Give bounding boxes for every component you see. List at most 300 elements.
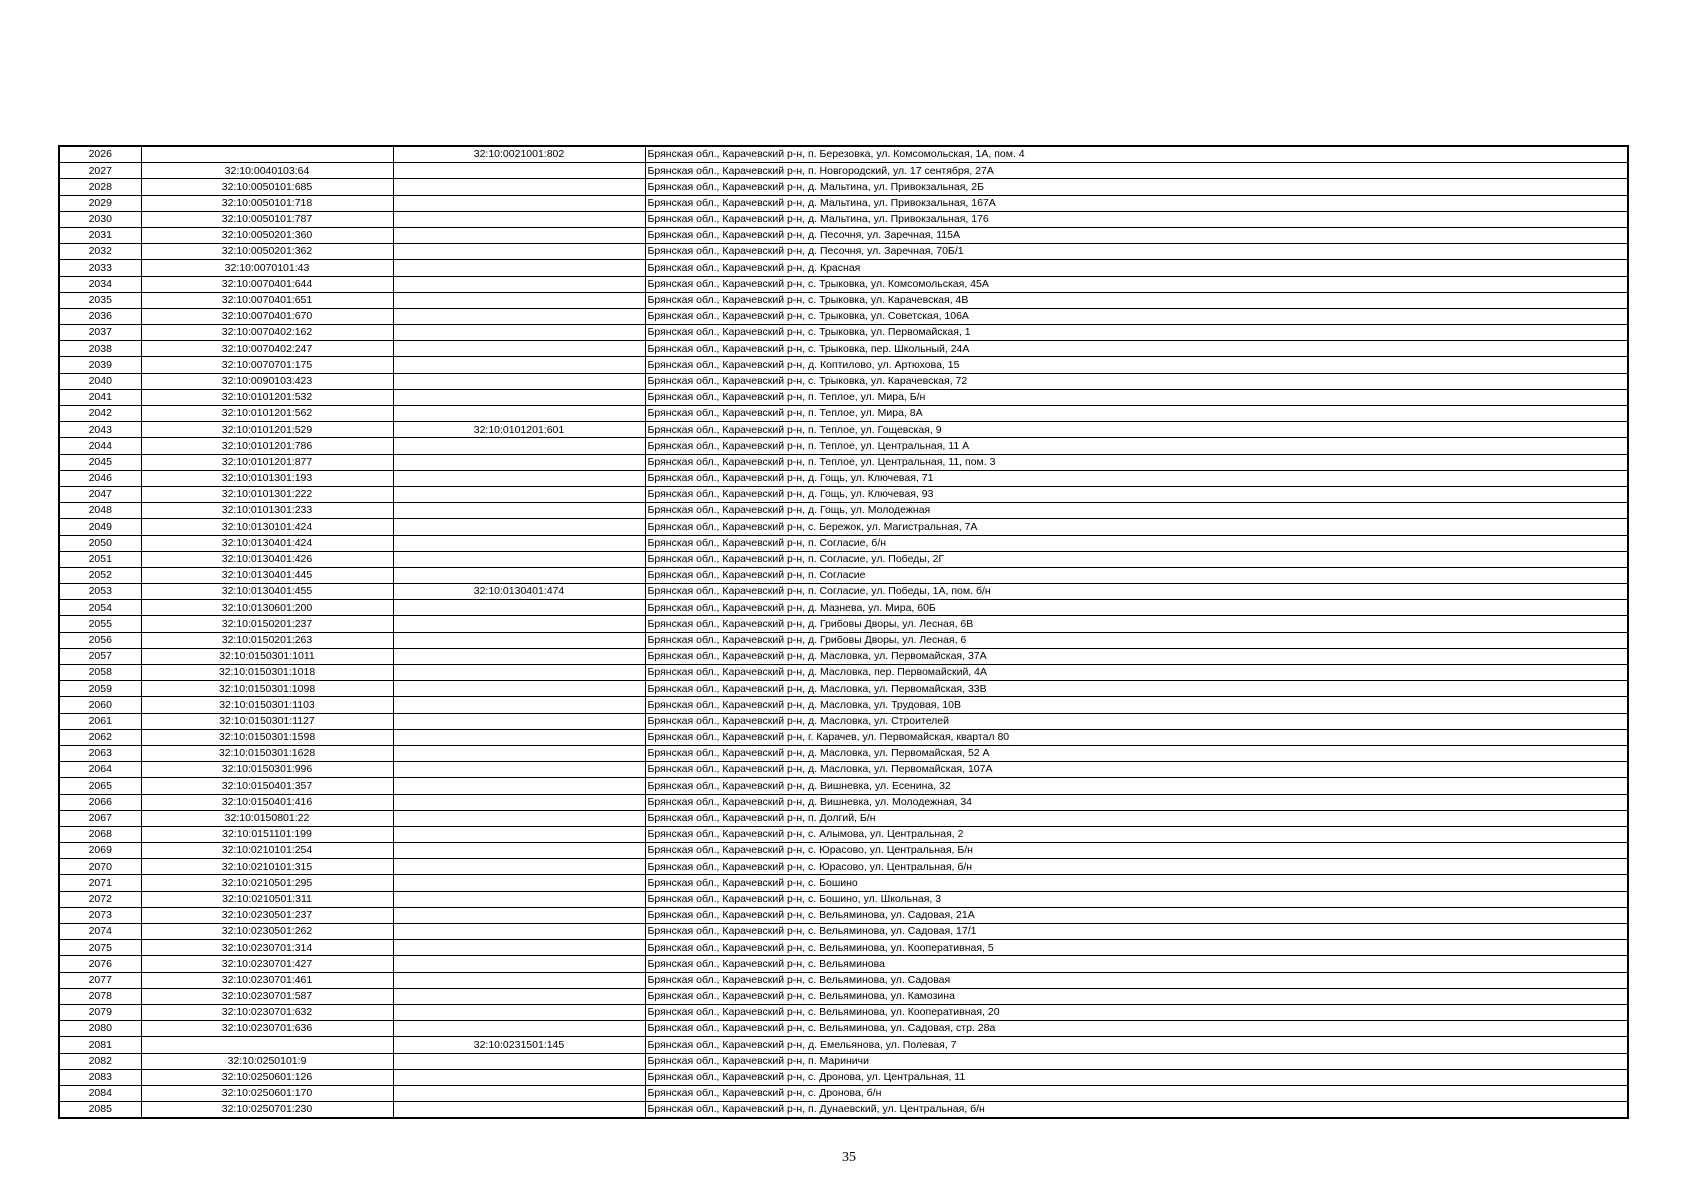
table-row <box>59 826 1628 842</box>
address-cell: Брянская обл., Карачевский р-н, п. Теплое, ул. Мира, Б/н <box>645 389 1628 405</box>
row-number-cell: 2029 <box>59 195 141 211</box>
row-number-cell: 2081 <box>59 1037 141 1053</box>
row-number-cell: 2044 <box>59 438 141 454</box>
table-row <box>59 357 1628 373</box>
cadastral-number-cell: 32:10:0150301:1127 <box>141 713 393 729</box>
row-number-cell: 2053 <box>59 584 141 600</box>
secondary-cadastral-number-cell <box>393 665 645 681</box>
cadastral-number-cell: 32:10:0230701:461 <box>141 972 393 988</box>
secondary-cadastral-number-cell <box>393 1069 645 1085</box>
row-number-cell: 2032 <box>59 244 141 260</box>
cadastral-number-cell: 32:10:0151101:199 <box>141 826 393 842</box>
row-number-cell: 2057 <box>59 648 141 664</box>
row-number-cell: 2031 <box>59 227 141 243</box>
address-cell: Брянская обл., Карачевский р-н, п. Согласие, ул. Победы, 1А, пом. б/н <box>645 584 1628 600</box>
registry-table-body <box>59 146 1628 1118</box>
table-row <box>59 697 1628 713</box>
table-row <box>59 681 1628 697</box>
secondary-cadastral-number-cell <box>393 875 645 891</box>
secondary-cadastral-number-cell <box>393 745 645 761</box>
row-number-cell: 2060 <box>59 697 141 713</box>
secondary-cadastral-number-cell <box>393 211 645 227</box>
cadastral-number-cell: 32:10:0070402:162 <box>141 325 393 341</box>
address-cell: Брянская обл., Карачевский р-н, д. Масловка, ул. Первомайская, 37А <box>645 648 1628 664</box>
cadastral-number-cell: 32:10:0130401:424 <box>141 535 393 551</box>
address-cell: Брянская обл., Карачевский р-н, с. Вельяминова, ул. Камозина <box>645 988 1628 1004</box>
address-cell: Брянская обл., Карачевский р-н, д. Грибовы Дворы, ул. Лесная, 6 <box>645 632 1628 648</box>
cadastral-number-cell: 32:10:0050101:787 <box>141 211 393 227</box>
cadastral-number-cell: 32:10:0150301:996 <box>141 762 393 778</box>
address-cell: Брянская обл., Карачевский р-н, с. Дронова, б/н <box>645 1085 1628 1101</box>
row-number-cell: 2038 <box>59 341 141 357</box>
row-number-cell: 2049 <box>59 519 141 535</box>
row-number-cell: 2083 <box>59 1069 141 1085</box>
table-row <box>59 422 1628 438</box>
cadastral-number-cell: 32:10:0101301:193 <box>141 470 393 486</box>
row-number-cell: 2073 <box>59 907 141 923</box>
cadastral-number-cell: 32:10:0230701:587 <box>141 988 393 1004</box>
address-cell: Брянская обл., Карачевский р-н, с. Вельяминова <box>645 956 1628 972</box>
cadastral-number-cell: 32:10:0150201:237 <box>141 616 393 632</box>
table-row <box>59 146 1628 163</box>
secondary-cadastral-number-cell <box>393 988 645 1004</box>
cadastral-number-cell: 32:10:0150301:1098 <box>141 681 393 697</box>
secondary-cadastral-number-cell <box>393 956 645 972</box>
secondary-cadastral-number-cell <box>393 616 645 632</box>
row-number-cell: 2071 <box>59 875 141 891</box>
table-row <box>59 470 1628 486</box>
row-number-cell: 2030 <box>59 211 141 227</box>
cadastral-number-cell: 32:10:0250601:170 <box>141 1085 393 1101</box>
row-number-cell: 2072 <box>59 891 141 907</box>
address-cell: Брянская обл., Карачевский р-н, с. Вельяминова, ул. Кооперативная, 5 <box>645 940 1628 956</box>
row-number-cell: 2043 <box>59 422 141 438</box>
secondary-cadastral-number-cell <box>393 600 645 616</box>
secondary-cadastral-number-cell <box>393 373 645 389</box>
cadastral-number-cell: 32:10:0150301:1011 <box>141 648 393 664</box>
row-number-cell: 2069 <box>59 843 141 859</box>
address-cell: Брянская обл., Карачевский р-н, с. Трыковка, ул. Советская, 106А <box>645 308 1628 324</box>
cadastral-number-cell: 32:10:0101201:529 <box>141 422 393 438</box>
secondary-cadastral-number-cell <box>393 325 645 341</box>
secondary-cadastral-number-cell <box>393 843 645 859</box>
cadastral-number-cell: 32:10:0070401:651 <box>141 292 393 308</box>
row-number-cell: 2077 <box>59 972 141 988</box>
address-cell: Брянская обл., Карачевский р-н, п. Дунаевский, ул. Центральная, б/н <box>645 1102 1628 1119</box>
row-number-cell: 2041 <box>59 389 141 405</box>
cadastral-number-cell: 32:10:0230501:262 <box>141 924 393 940</box>
row-number-cell: 2059 <box>59 681 141 697</box>
address-cell: Брянская обл., Карачевский р-н, д. Грибовы Дворы, ул. Лесная, 6В <box>645 616 1628 632</box>
address-cell: Брянская обл., Карачевский р-н, с. Бошино <box>645 875 1628 891</box>
page-number: 35 <box>842 1150 856 1165</box>
secondary-cadastral-number-cell <box>393 940 645 956</box>
cadastral-number-cell: 32:10:0210101:315 <box>141 859 393 875</box>
address-cell: Брянская обл., Карачевский р-н, с. Трыковка, ул. Первомайская, 1 <box>645 325 1628 341</box>
address-cell: Брянская обл., Карачевский р-н, п. Долгий, Б/н <box>645 810 1628 826</box>
table-row <box>59 406 1628 422</box>
row-number-cell: 2074 <box>59 924 141 940</box>
address-cell: Брянская обл., Карачевский р-н, д. Вишневка, ул. Есенина, 32 <box>645 778 1628 794</box>
secondary-cadastral-number-cell <box>393 907 645 923</box>
cadastral-number-cell: 32:10:0101301:222 <box>141 486 393 502</box>
table-row <box>59 438 1628 454</box>
table-row <box>59 648 1628 664</box>
table-row <box>59 745 1628 761</box>
table-row <box>59 276 1628 292</box>
secondary-cadastral-number-cell <box>393 260 645 276</box>
secondary-cadastral-number-cell <box>393 794 645 810</box>
cadastral-number-cell: 32:10:0210501:295 <box>141 875 393 891</box>
row-number-cell: 2076 <box>59 956 141 972</box>
table-row <box>59 600 1628 616</box>
address-cell: Брянская обл., Карачевский р-н, с. Трыковка, пер. Школьный, 24А <box>645 341 1628 357</box>
cadastral-number-cell: 32:10:0210501:311 <box>141 891 393 907</box>
cadastral-number-cell: 32:10:0210101:254 <box>141 843 393 859</box>
cadastral-number-cell: 32:10:0050201:362 <box>141 244 393 260</box>
row-number-cell: 2079 <box>59 1004 141 1020</box>
row-number-cell: 2067 <box>59 810 141 826</box>
address-cell: Брянская обл., Карачевский р-н, д. Песочня, ул. Заречная, 70Б/1 <box>645 244 1628 260</box>
address-cell: Брянская обл., Карачевский р-н, п. Теплое, ул. Центральная, 11, пом. 3 <box>645 454 1628 470</box>
secondary-cadastral-number-cell <box>393 810 645 826</box>
row-number-cell: 2046 <box>59 470 141 486</box>
row-number-cell: 2047 <box>59 486 141 502</box>
secondary-cadastral-number-cell <box>393 227 645 243</box>
table-row <box>59 1021 1628 1037</box>
table-row <box>59 972 1628 988</box>
secondary-cadastral-number-cell <box>393 1021 645 1037</box>
secondary-cadastral-number-cell <box>393 681 645 697</box>
cadastral-number-cell: 32:10:0101301:233 <box>141 503 393 519</box>
table-row <box>59 988 1628 1004</box>
secondary-cadastral-number-cell <box>393 1085 645 1101</box>
table-row <box>59 227 1628 243</box>
address-cell: Брянская обл., Карачевский р-н, с. Трыковка, ул. Карачевская, 72 <box>645 373 1628 389</box>
table-row <box>59 616 1628 632</box>
cadastral-number-cell: 32:10:0070101:43 <box>141 260 393 276</box>
cadastral-number-cell: 32:10:0150301:1628 <box>141 745 393 761</box>
cadastral-number-cell: 32:10:0130401:426 <box>141 551 393 567</box>
table-row <box>59 665 1628 681</box>
row-number-cell: 2039 <box>59 357 141 373</box>
secondary-cadastral-number-cell <box>393 729 645 745</box>
secondary-cadastral-number-cell <box>393 972 645 988</box>
cadastral-number-cell: 32:10:0070401:644 <box>141 276 393 292</box>
address-cell: Брянская обл., Карачевский р-н, с. Бережок, ул. Магистральная, 7А <box>645 519 1628 535</box>
address-cell: Брянская обл., Карачевский р-н, п. Теплое, ул. Мира, 8А <box>645 406 1628 422</box>
cadastral-number-cell: 32:10:0101201:532 <box>141 389 393 405</box>
cadastral-number-cell: 32:10:0130401:455 <box>141 584 393 600</box>
row-number-cell: 2084 <box>59 1085 141 1101</box>
cadastral-number-cell: 32:10:0230701:632 <box>141 1004 393 1020</box>
cadastral-number-cell: 32:10:0150801:22 <box>141 810 393 826</box>
table-row <box>59 956 1628 972</box>
secondary-cadastral-number-cell <box>393 438 645 454</box>
table-row <box>59 940 1628 956</box>
address-cell: Брянская обл., Карачевский р-н, д. Емельянова, ул. Полевая, 7 <box>645 1037 1628 1053</box>
cadastral-number-cell: 32:10:0250701:230 <box>141 1102 393 1119</box>
row-number-cell: 2054 <box>59 600 141 616</box>
secondary-cadastral-number-cell <box>393 454 645 470</box>
table-row <box>59 503 1628 519</box>
address-cell: Брянская обл., Карачевский р-н, д. Вишневка, ул. Молодежная, 34 <box>645 794 1628 810</box>
table-row <box>59 567 1628 583</box>
secondary-cadastral-number-cell <box>393 567 645 583</box>
cadastral-number-cell <box>141 1037 393 1053</box>
address-cell: Брянская обл., Карачевский р-н, д. Гощь, ул. Молодежная <box>645 503 1628 519</box>
table-row <box>59 729 1628 745</box>
cadastral-number-cell: 32:10:0150301:1018 <box>141 665 393 681</box>
table-row <box>59 551 1628 567</box>
address-cell: Брянская обл., Карачевский р-н, с. Трыковка, ул. Комсомольская, 45А <box>645 276 1628 292</box>
secondary-cadastral-number-cell <box>393 713 645 729</box>
row-number-cell: 2036 <box>59 308 141 324</box>
table-row <box>59 584 1628 600</box>
secondary-cadastral-number-cell <box>393 697 645 713</box>
table-row <box>59 195 1628 211</box>
address-cell: Брянская обл., Карачевский р-н, с. Дронова, ул. Центральная, 11 <box>645 1069 1628 1085</box>
cadastral-number-cell: 32:10:0090103:423 <box>141 373 393 389</box>
row-number-cell: 2085 <box>59 1102 141 1119</box>
secondary-cadastral-number-cell <box>393 778 645 794</box>
table-row <box>59 875 1628 891</box>
row-number-cell: 2045 <box>59 454 141 470</box>
address-cell: Брянская обл., Карачевский р-н, с. Юрасово, ул. Центральная, б/н <box>645 859 1628 875</box>
row-number-cell: 2028 <box>59 179 141 195</box>
cadastral-number-cell: 32:10:0101201:786 <box>141 438 393 454</box>
table-row <box>59 341 1628 357</box>
cadastral-number-cell: 32:10:0150401:357 <box>141 778 393 794</box>
address-cell: Брянская обл., Карачевский р-н, с. Юрасово, ул. Центральная, Б/н <box>645 843 1628 859</box>
table-row <box>59 1004 1628 1020</box>
cadastral-number-cell: 32:10:0130101:424 <box>141 519 393 535</box>
address-cell: Брянская обл., Карачевский р-н, п. Теплое, ул. Центральная, 11 А <box>645 438 1628 454</box>
table-row <box>59 843 1628 859</box>
cadastral-number-cell: 32:10:0101201:877 <box>141 454 393 470</box>
secondary-cadastral-number-cell <box>393 648 645 664</box>
address-cell: Брянская обл., Карачевский р-н, с. Вельяминова, ул. Садовая, 21А <box>645 907 1628 923</box>
cadastral-number-cell: 32:10:0150401:416 <box>141 794 393 810</box>
address-cell: Брянская обл., Карачевский р-н, д. Мальтина, ул. Привокзальная, 2Б <box>645 179 1628 195</box>
secondary-cadastral-number-cell <box>393 486 645 502</box>
secondary-cadastral-number-cell <box>393 341 645 357</box>
row-number-cell: 2063 <box>59 745 141 761</box>
table-row <box>59 778 1628 794</box>
secondary-cadastral-number-cell <box>393 519 645 535</box>
row-number-cell: 2082 <box>59 1053 141 1069</box>
cadastral-number-cell: 32:10:0050201:360 <box>141 227 393 243</box>
table-row <box>59 535 1628 551</box>
property-registry-table <box>58 145 1629 1119</box>
address-cell: Брянская обл., Карачевский р-н, д. Песочня, ул. Заречная, 115А <box>645 227 1628 243</box>
row-number-cell: 2052 <box>59 567 141 583</box>
table-row <box>59 325 1628 341</box>
row-number-cell: 2058 <box>59 665 141 681</box>
secondary-cadastral-number-cell <box>393 1102 645 1119</box>
table-row <box>59 308 1628 324</box>
secondary-cadastral-number-cell <box>393 826 645 842</box>
table-row <box>59 810 1628 826</box>
secondary-cadastral-number-cell: 32:10:0021001:802 <box>393 146 645 163</box>
cadastral-number-cell: 32:10:0070402:247 <box>141 341 393 357</box>
address-cell: Брянская обл., Карачевский р-н, д. Красная <box>645 260 1628 276</box>
cadastral-number-cell <box>141 146 393 163</box>
row-number-cell: 2034 <box>59 276 141 292</box>
row-number-cell: 2078 <box>59 988 141 1004</box>
row-number-cell: 2027 <box>59 163 141 179</box>
address-cell: Брянская обл., Карачевский р-н, с. Вельяминова, ул. Садовая <box>645 972 1628 988</box>
row-number-cell: 2042 <box>59 406 141 422</box>
secondary-cadastral-number-cell <box>393 163 645 179</box>
table-row <box>59 1102 1628 1119</box>
cadastral-number-cell: 32:10:0070701:175 <box>141 357 393 373</box>
secondary-cadastral-number-cell <box>393 859 645 875</box>
secondary-cadastral-number-cell <box>393 292 645 308</box>
secondary-cadastral-number-cell <box>393 1004 645 1020</box>
table-row <box>59 713 1628 729</box>
table-row <box>59 179 1628 195</box>
table-row <box>59 260 1628 276</box>
address-cell: Брянская обл., Карачевский р-н, д. Масловка, ул. Трудовая, 10В <box>645 697 1628 713</box>
address-cell: Брянская обл., Карачевский р-н, с. Трыковка, ул. Карачевская, 4В <box>645 292 1628 308</box>
table-row <box>59 486 1628 502</box>
row-number-cell: 2035 <box>59 292 141 308</box>
row-number-cell: 2050 <box>59 535 141 551</box>
table-row <box>59 1069 1628 1085</box>
secondary-cadastral-number-cell: 32:10:0101201:601 <box>393 422 645 438</box>
row-number-cell: 2062 <box>59 729 141 745</box>
secondary-cadastral-number-cell <box>393 470 645 486</box>
secondary-cadastral-number-cell <box>393 389 645 405</box>
address-cell: Брянская обл., Карачевский р-н, д. Масловка, ул. Строителей <box>645 713 1628 729</box>
address-cell: Брянская обл., Карачевский р-н, с. Алымова, ул. Центральная, 2 <box>645 826 1628 842</box>
secondary-cadastral-number-cell <box>393 179 645 195</box>
table-row <box>59 389 1628 405</box>
address-cell: Брянская обл., Карачевский р-н, д. Коптилово, ул. Артюхова, 15 <box>645 357 1628 373</box>
row-number-cell: 2075 <box>59 940 141 956</box>
secondary-cadastral-number-cell <box>393 503 645 519</box>
address-cell: Брянская обл., Карачевский р-н, с. Бошино, ул. Школьная, 3 <box>645 891 1628 907</box>
cadastral-number-cell: 32:10:0230701:427 <box>141 956 393 972</box>
table-row <box>59 762 1628 778</box>
cadastral-number-cell: 32:10:0250601:126 <box>141 1069 393 1085</box>
address-cell: Брянская обл., Карачевский р-н, д. Гощь, ул. Ключевая, 71 <box>645 470 1628 486</box>
row-number-cell: 2066 <box>59 794 141 810</box>
table-row <box>59 519 1628 535</box>
address-cell: Брянская обл., Карачевский р-н, п. Согласие, б/н <box>645 535 1628 551</box>
address-cell: Брянская обл., Карачевский р-н, п. Новгородский, ул. 17 сентября, 27А <box>645 163 1628 179</box>
cadastral-number-cell: 32:10:0050101:685 <box>141 179 393 195</box>
row-number-cell: 2040 <box>59 373 141 389</box>
address-cell: Брянская обл., Карачевский р-н, д. Мазнева, ул. Мира, 60Б <box>645 600 1628 616</box>
table-row <box>59 632 1628 648</box>
row-number-cell: 2051 <box>59 551 141 567</box>
cadastral-number-cell: 32:10:0150301:1598 <box>141 729 393 745</box>
cadastral-number-cell: 32:10:0230701:636 <box>141 1021 393 1037</box>
address-cell: Брянская обл., Карачевский р-н, с. Вельяминова, ул. Садовая, стр. 28а <box>645 1021 1628 1037</box>
cadastral-number-cell: 32:10:0250101:9 <box>141 1053 393 1069</box>
cadastral-number-cell: 32:10:0150201:263 <box>141 632 393 648</box>
cadastral-number-cell: 32:10:0230501:237 <box>141 907 393 923</box>
address-cell: Брянская обл., Карачевский р-н, п. Мариничи <box>645 1053 1628 1069</box>
secondary-cadastral-number-cell: 32:10:0231501:145 <box>393 1037 645 1053</box>
address-cell: Брянская обл., Карачевский р-н, п. Согласие <box>645 567 1628 583</box>
cadastral-number-cell: 32:10:0150301:1103 <box>141 697 393 713</box>
secondary-cadastral-number-cell <box>393 762 645 778</box>
secondary-cadastral-number-cell <box>393 406 645 422</box>
table-row <box>59 454 1628 470</box>
row-number-cell: 2026 <box>59 146 141 163</box>
secondary-cadastral-number-cell <box>393 308 645 324</box>
table-row <box>59 859 1628 875</box>
table-row <box>59 373 1628 389</box>
address-cell: Брянская обл., Карачевский р-н, д. Гощь, ул. Ключевая, 93 <box>645 486 1628 502</box>
address-cell: Брянская обл., Карачевский р-н, с. Вельяминова, ул. Кооперативная, 20 <box>645 1004 1628 1020</box>
secondary-cadastral-number-cell <box>393 551 645 567</box>
secondary-cadastral-number-cell <box>393 924 645 940</box>
row-number-cell: 2037 <box>59 325 141 341</box>
cadastral-number-cell: 32:10:0230701:314 <box>141 940 393 956</box>
table-row <box>59 891 1628 907</box>
cadastral-number-cell: 32:10:0040103:64 <box>141 163 393 179</box>
cadastral-number-cell: 32:10:0130401:445 <box>141 567 393 583</box>
secondary-cadastral-number-cell: 32:10:0130401:474 <box>393 584 645 600</box>
secondary-cadastral-number-cell <box>393 1053 645 1069</box>
table-row <box>59 211 1628 227</box>
table-row <box>59 924 1628 940</box>
table-row <box>59 1037 1628 1053</box>
address-cell: Брянская обл., Карачевский р-н, п. Березовка, ул. Комсомольская, 1А, пом. 4 <box>645 146 1628 163</box>
address-cell: Брянская обл., Карачевский р-н, д. Масловка, ул. Первомайская, 33В <box>645 681 1628 697</box>
row-number-cell: 2048 <box>59 503 141 519</box>
row-number-cell: 2080 <box>59 1021 141 1037</box>
row-number-cell: 2055 <box>59 616 141 632</box>
row-number-cell: 2070 <box>59 859 141 875</box>
table-row <box>59 1053 1628 1069</box>
table-row <box>59 907 1628 923</box>
address-cell: Брянская обл., Карачевский р-н, с. Вельяминова, ул. Садовая, 17/1 <box>645 924 1628 940</box>
cadastral-number-cell: 32:10:0101201:562 <box>141 406 393 422</box>
secondary-cadastral-number-cell <box>393 357 645 373</box>
table-row <box>59 163 1628 179</box>
table-row <box>59 1085 1628 1101</box>
cadastral-number-cell: 32:10:0130601:200 <box>141 600 393 616</box>
row-number-cell: 2033 <box>59 260 141 276</box>
row-number-cell: 2064 <box>59 762 141 778</box>
row-number-cell: 2065 <box>59 778 141 794</box>
secondary-cadastral-number-cell <box>393 632 645 648</box>
address-cell: Брянская обл., Карачевский р-н, п. Теплое, ул. Гощевская, 9 <box>645 422 1628 438</box>
row-number-cell: 2061 <box>59 713 141 729</box>
address-cell: Брянская обл., Карачевский р-н, д. Мальтина, ул. Привокзальная, 176 <box>645 211 1628 227</box>
cadastral-number-cell: 32:10:0050101:718 <box>141 195 393 211</box>
address-cell: Брянская обл., Карачевский р-н, д. Масловка, ул. Первомайская, 52 А <box>645 745 1628 761</box>
cadastral-number-cell: 32:10:0070401:670 <box>141 308 393 324</box>
secondary-cadastral-number-cell <box>393 891 645 907</box>
table-row <box>59 794 1628 810</box>
address-cell: Брянская обл., Карачевский р-н, д. Масловка, ул. Первомайская, 107А <box>645 762 1628 778</box>
table-row <box>59 244 1628 260</box>
table-row <box>59 292 1628 308</box>
address-cell: Брянская обл., Карачевский р-н, д. Мальтина, ул. Привокзальная, 167А <box>645 195 1628 211</box>
secondary-cadastral-number-cell <box>393 195 645 211</box>
row-number-cell: 2068 <box>59 826 141 842</box>
secondary-cadastral-number-cell <box>393 276 645 292</box>
address-cell: Брянская обл., Карачевский р-н, п. Согласие, ул. Победы, 2Г <box>645 551 1628 567</box>
address-cell: Брянская обл., Карачевский р-н, д. Масловка, пер. Первомайский, 4А <box>645 665 1628 681</box>
row-number-cell: 2056 <box>59 632 141 648</box>
